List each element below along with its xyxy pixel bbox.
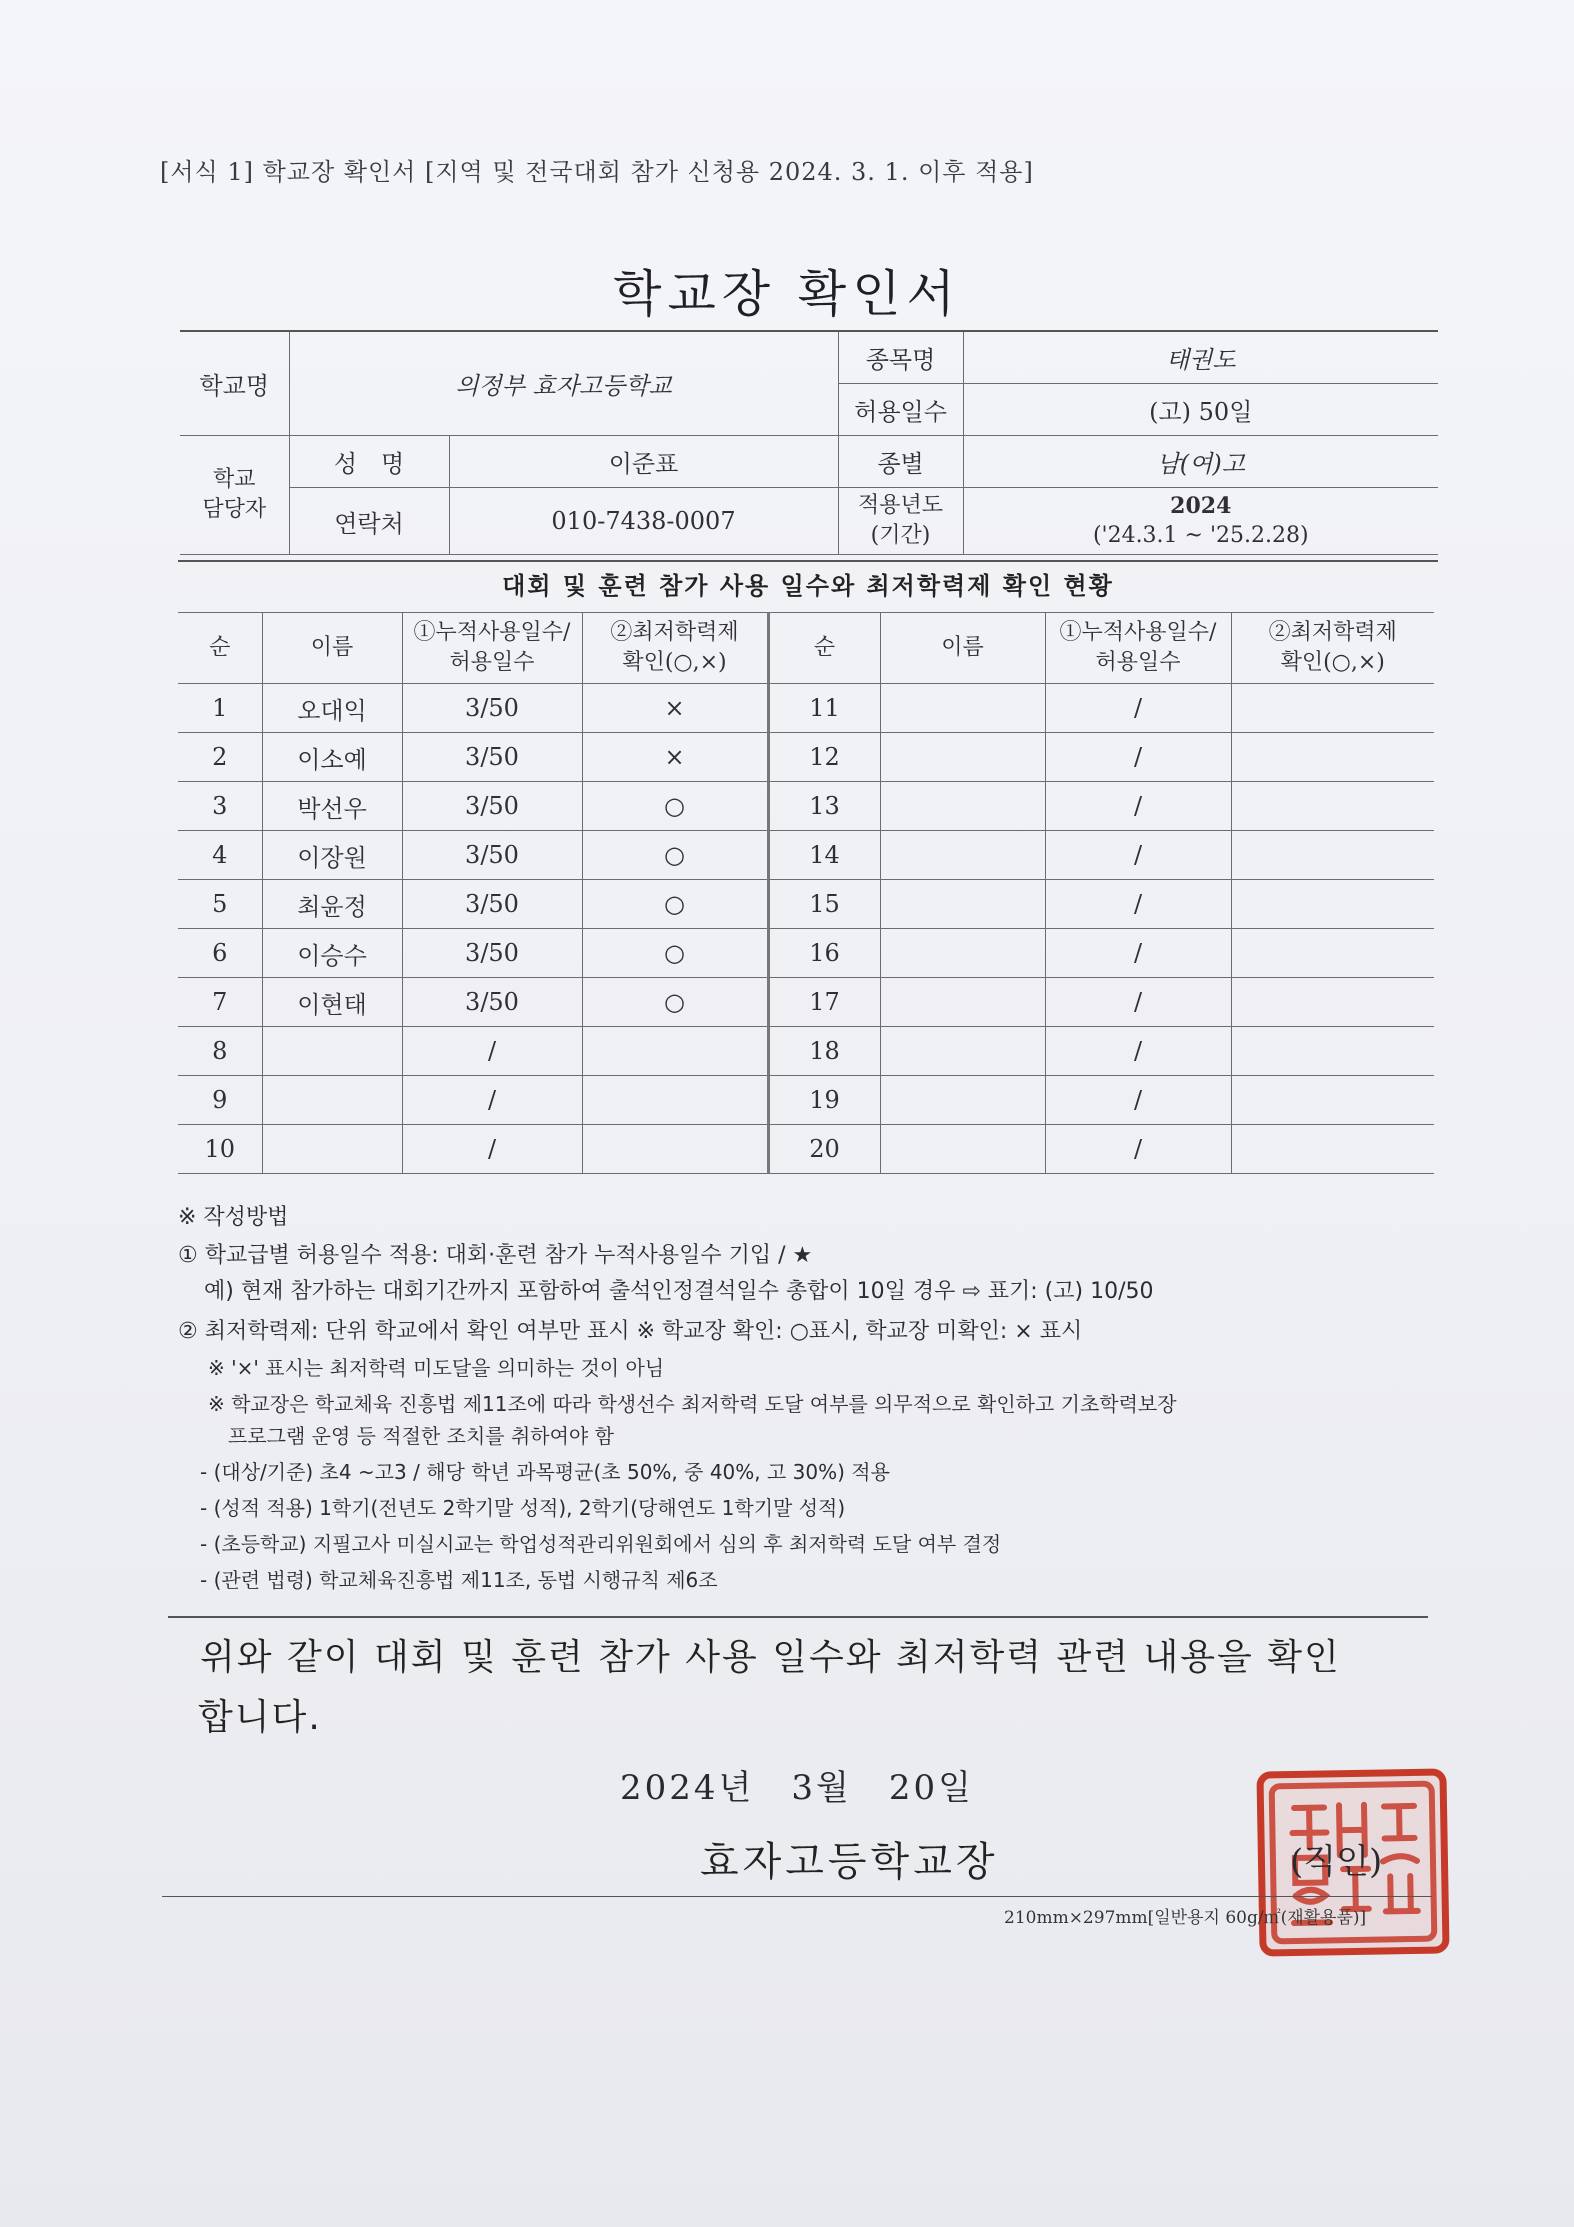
header-name: 이름 [880,613,1045,684]
table-row [178,1027,1434,1076]
row-no: 6 [178,929,262,978]
gender-value: 남(여)고 [963,436,1438,488]
header-check-line2: 확인(○,×) [1280,650,1385,675]
row-name [880,1076,1045,1125]
row-days: / [1045,831,1231,880]
school-label: 학교명 [180,331,289,436]
header-check [1231,613,1434,684]
row-no: 3 [178,782,262,831]
row-check [582,1027,768,1076]
principal-title: 효자고등학교장 [700,1839,999,1885]
row-no: 5 [178,880,262,929]
confirmation-line-1: 위와 같이 대회 및 훈련 참가 사용 일수와 최저학력 관련 내용을 확인 [200,1637,1341,1678]
row-days: / [402,1076,582,1125]
header-no: 순 [178,613,262,684]
row-name: 이소예 [262,733,402,782]
guide-detail-4: - (관련 법령) 학교체육진흥법 제11조, 동법 시행규칙 제6조 [200,1568,718,1592]
section-title: 대회 및 훈련 참가 사용 일수와 최저학력제 확인 현황 [178,560,1438,610]
name-label: 성 명 [289,436,449,488]
manager-label [180,436,289,555]
row-no: 15 [768,880,880,929]
row-check [1231,1076,1434,1125]
confirmation-statement [200,1628,1440,1748]
header-name: 이름 [262,613,402,684]
row-name: 오대익 [262,684,402,733]
row-name [880,1125,1045,1174]
contact-value: 010-7438-0007 [449,488,838,555]
table-header-row [178,613,1434,684]
period-value: ('24.3.1 ~ '25.2.28) [1092,523,1309,548]
year-value-cell [963,488,1438,555]
row-no: 1 [178,684,262,733]
row-check: ○ [582,831,768,880]
row-name: 이장원 [262,831,402,880]
row-check: ○ [582,782,768,831]
row-name: 이승수 [262,929,402,978]
row-name [880,733,1045,782]
row-no: 11 [768,684,880,733]
row-days: / [1045,1125,1231,1174]
document-title: 학교장 확인서 [613,265,961,323]
row-name: 박선우 [262,782,402,831]
header-no: 순 [768,613,880,684]
row-no: 18 [768,1027,880,1076]
paper-size-note: 210mm×297mm[일반용지 60g/㎡(재활용품)] [1004,1908,1367,1928]
row-days: / [1045,1027,1231,1076]
row-days: 3/50 [402,929,582,978]
allowed-days-label: 허용일수 [838,384,963,436]
row-no: 8 [178,1027,262,1076]
header-days-line2: 허용일수 [1095,650,1181,675]
header-check [582,613,768,684]
guide-note-b2: 프로그램 운영 등 적절한 조치를 취하여야 함 [228,1424,614,1448]
table-row [178,1076,1434,1125]
row-days: / [1045,1076,1231,1125]
row-name [880,782,1045,831]
gender-label: 종별 [838,436,963,488]
row-check [1231,831,1434,880]
table-row [178,978,1434,1027]
header-days-line1: ①누적사용일수/ [1059,620,1217,645]
row-no: 12 [768,733,880,782]
row-check: ○ [582,978,768,1027]
row-check: × [582,684,768,733]
form-identifier: [서식 1] 학교장 확인서 [지역 및 전국대회 참가 신청용 2024. 3. 1. 이후 적용] [160,158,1034,186]
row-days: 3/50 [402,684,582,733]
row-no: 13 [768,782,880,831]
row-days: / [1045,684,1231,733]
row-name [880,880,1045,929]
seal-note: (직인) [1290,1842,1383,1882]
row-no: 10 [178,1125,262,1174]
guide-detail-1: - (대상/기준) 초4 ~고3 / 해당 학년 과목평균(초 50%, 중 40%, 고 30%) 적용 [200,1460,890,1484]
row-check [1231,684,1434,733]
guide-item-1-example: 예) 현재 참가하는 대회기간까지 포함하여 출석인정결석일수 총합이 10일 경우 ⇨ 표기: (고) 10/50 [204,1279,1154,1304]
guide-heading: ※ 작성방법 [178,1205,289,1230]
row-days: / [402,1125,582,1174]
row-no: 19 [768,1076,880,1125]
year-label [838,488,963,555]
table-row [178,684,1434,733]
event-value: 태권도 [963,331,1438,384]
manager-label-line1: 학교 [212,467,256,492]
school-info-table [180,330,1438,555]
guide-note-a: ※ '×' 표시는 최저학력 미도달을 의미하는 것이 아님 [208,1356,665,1380]
row-days: 3/50 [402,782,582,831]
header-days [402,613,582,684]
row-days: 3/50 [402,831,582,880]
row-check: × [582,733,768,782]
row-no: 16 [768,929,880,978]
confirmation-line-2: 합니다. [198,1697,322,1738]
row-check [582,1076,768,1125]
row-days: / [1045,782,1231,831]
row-days: / [1045,978,1231,1027]
header-days [1045,613,1231,684]
student-table [178,612,1434,1174]
row-name: 최윤정 [262,880,402,929]
table-row [178,782,1434,831]
table-row [178,733,1434,782]
row-name [262,1027,402,1076]
year-label-line2: (기간) [870,523,931,548]
row-days: 3/50 [402,880,582,929]
guide-item-1: ① 학교급별 허용일수 적용: 대회·훈련 참가 누적사용일수 기입 / ★ [178,1243,813,1268]
row-days: / [1045,929,1231,978]
row-name [880,978,1045,1027]
row-name [262,1076,402,1125]
row-name [262,1125,402,1174]
contact-label: 연락처 [289,488,449,555]
table-row [178,1125,1434,1174]
row-days: / [1045,880,1231,929]
header-check-line1: ②최저학력제 [610,620,739,645]
table-row [178,880,1434,929]
row-check [582,1125,768,1174]
row-check [1231,1027,1434,1076]
divider-line [168,1616,1428,1618]
row-check [1231,733,1434,782]
row-name: 이현태 [262,978,402,1027]
row-check [1231,782,1434,831]
issue-date: 2024년 3월 20일 [620,1768,974,1808]
table-row [178,831,1434,880]
row-days: / [402,1027,582,1076]
row-no: 2 [178,733,262,782]
guide-item-2: ② 최저학력제: 단위 학교에서 확인 여부만 표시 ※ 학교장 확인: ○표시, 학교장 미확인: × 표시 [178,1319,1083,1344]
row-name [880,929,1045,978]
row-days: 3/50 [402,978,582,1027]
year-label-line1: 적용년도 [858,493,944,518]
row-no: 4 [178,831,262,880]
bottom-rule [162,1896,1432,1897]
header-check-line1: ②최저학력제 [1268,620,1397,645]
row-check [1231,880,1434,929]
row-check: ○ [582,880,768,929]
row-check: ○ [582,929,768,978]
row-name [880,831,1045,880]
guide-detail-2: - (성적 적용) 1학기(전년도 2학기말 성적), 2학기(당해연도 1학기말 성적) [200,1496,846,1520]
manager-label-line2: 담당자 [202,497,267,522]
row-check [1231,978,1434,1027]
school-value: 의정부 효자고등학교 [289,331,838,436]
row-no: 9 [178,1076,262,1125]
event-label: 종목명 [838,331,963,384]
table-row [178,929,1434,978]
row-days: / [1045,733,1231,782]
header-check-line2: 확인(○,×) [622,650,727,675]
row-no: 7 [178,978,262,1027]
row-no: 17 [768,978,880,1027]
header-days-line2: 허용일수 [449,650,535,675]
guide-detail-3: - (초등학교) 지필고사 미실시교는 학업성적관리위원회에서 심의 후 최저학력 도달 여부 결정 [200,1532,1002,1556]
row-name [880,684,1045,733]
guide-note-b1: ※ 학교장은 학교체육 진흥법 제11조에 따라 학생선수 최저학력 도달 여부를 의무적으로 확인하고 기초학력보장 [208,1392,1177,1416]
year-value: 2024 [1170,493,1232,519]
row-check [1231,929,1434,978]
header-days-line1: ①누적사용일수/ [413,620,571,645]
row-no: 14 [768,831,880,880]
row-name [880,1027,1045,1076]
allowed-days-value: (고) 50일 [963,384,1438,436]
row-days: 3/50 [402,733,582,782]
name-value: 이준표 [449,436,838,488]
row-check [1231,1125,1434,1174]
row-no: 20 [768,1125,880,1174]
